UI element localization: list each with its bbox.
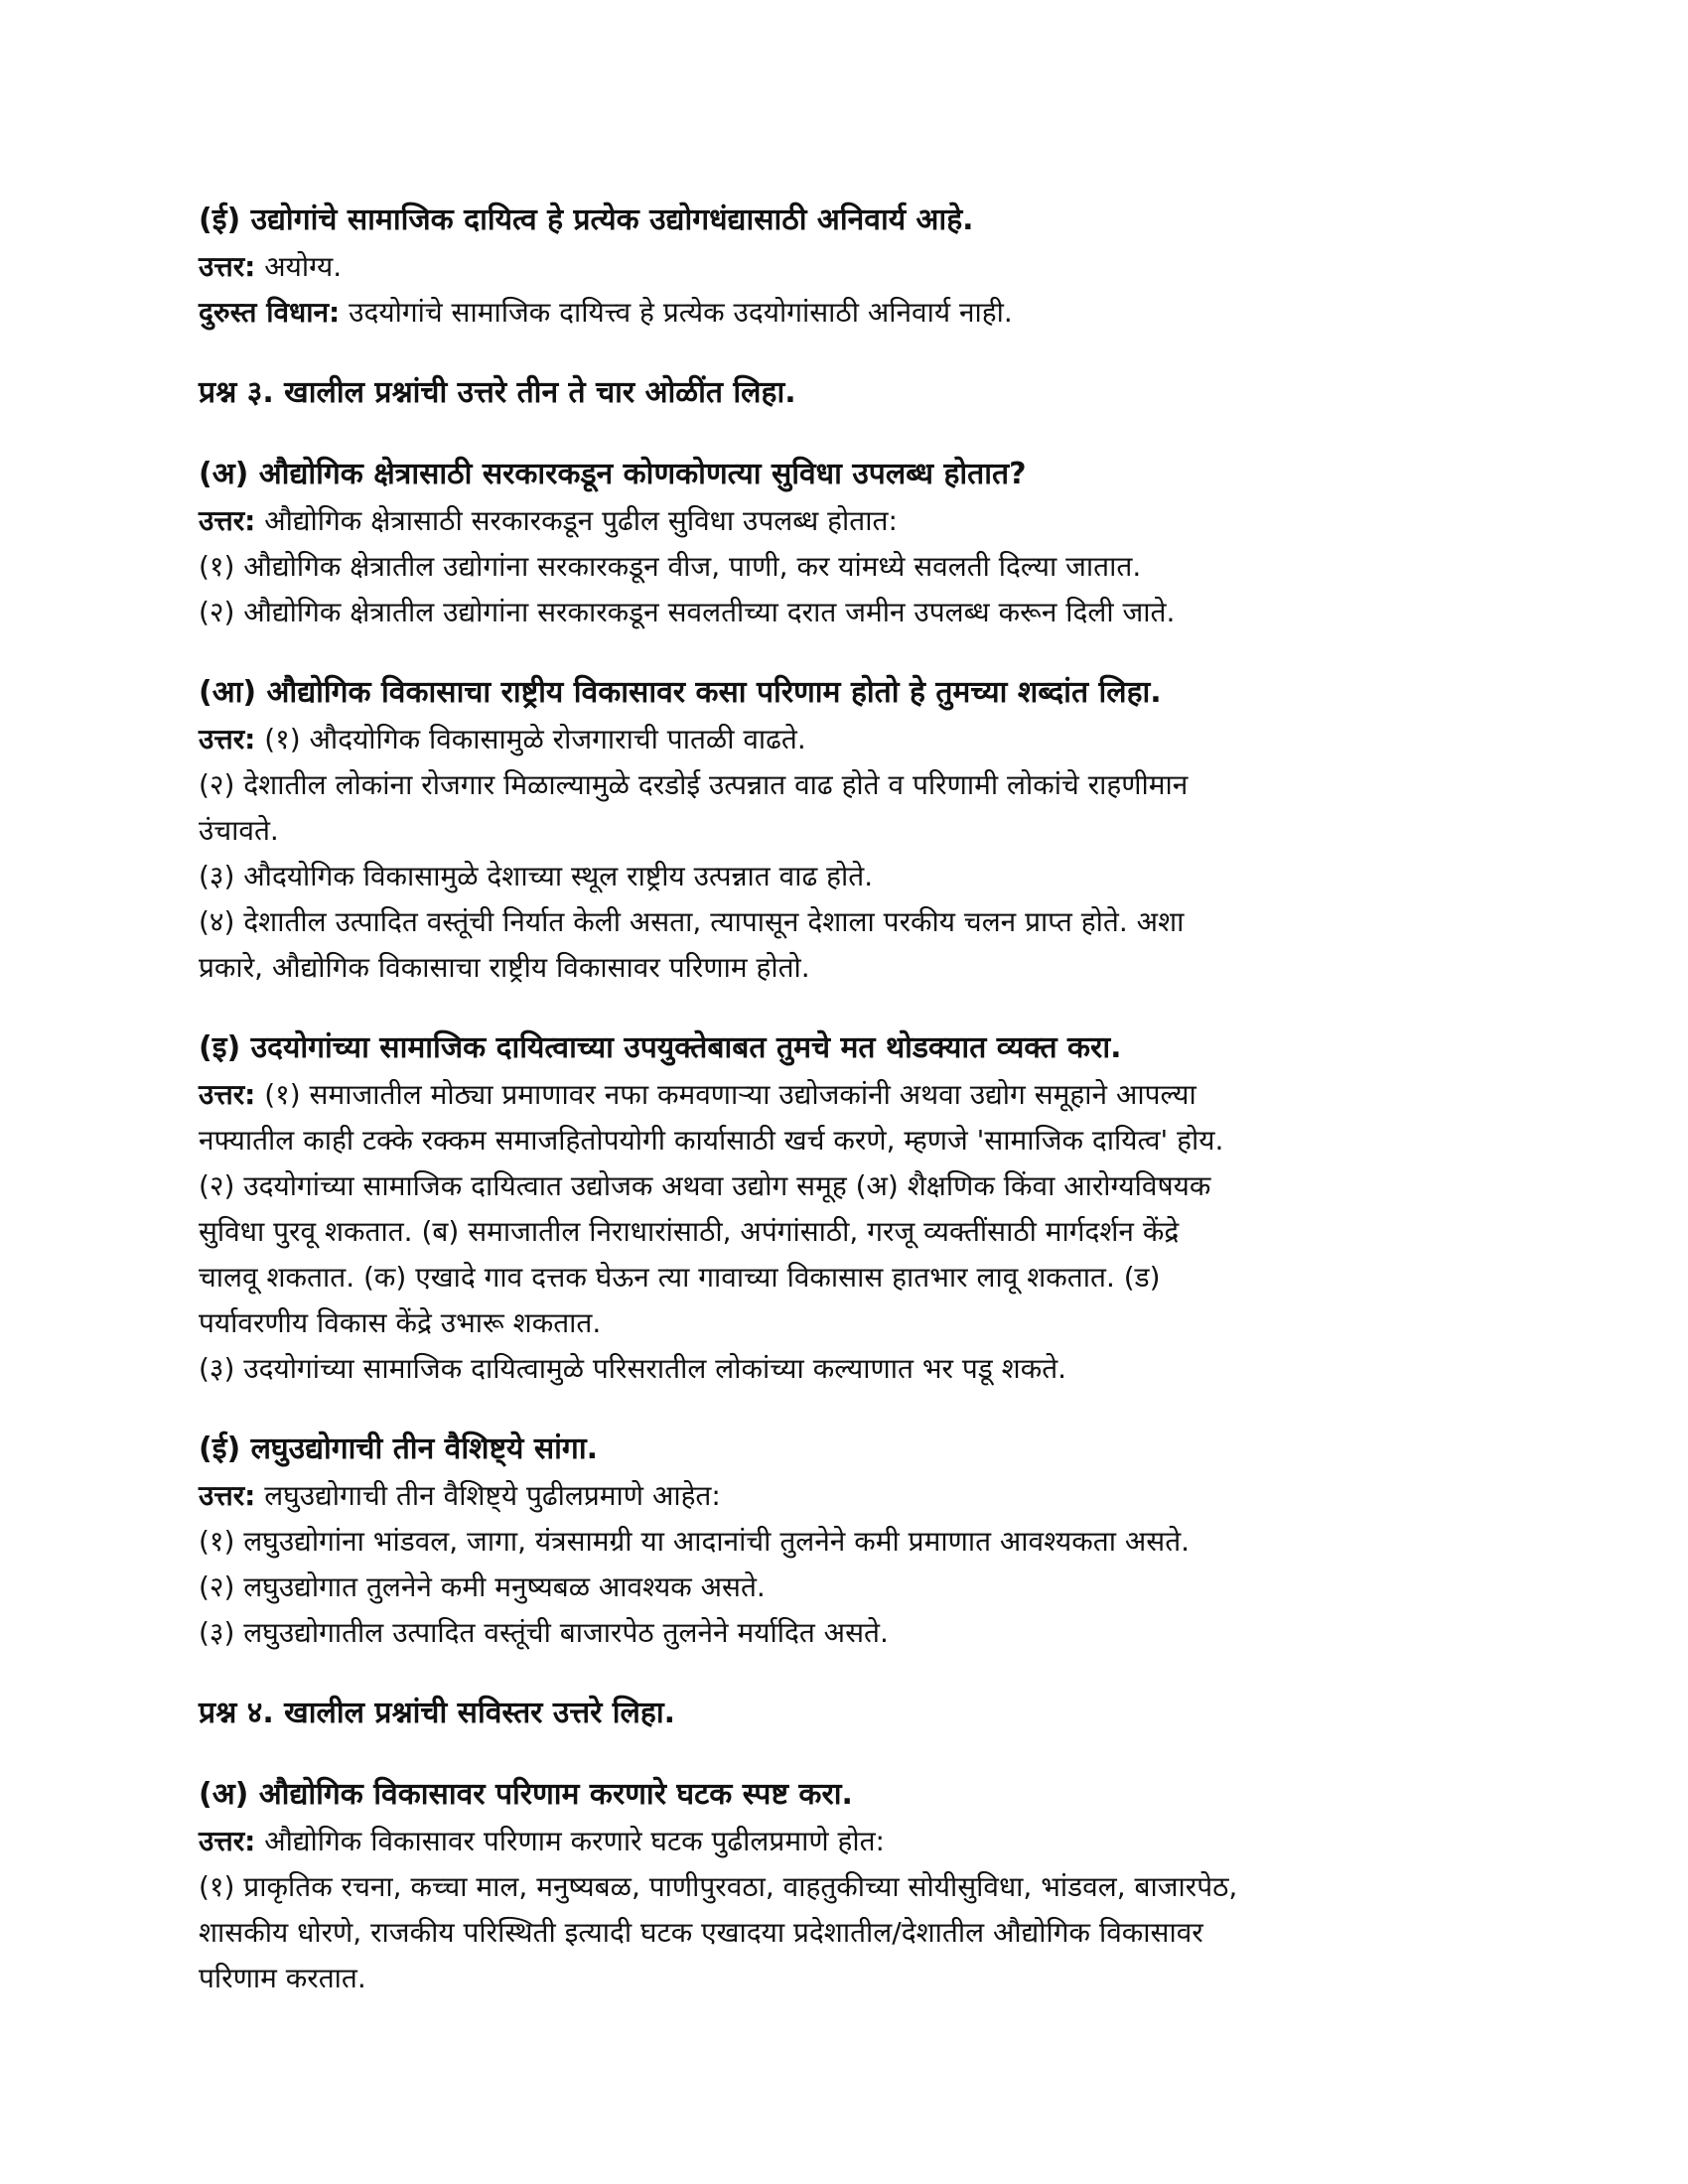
answer-line	[199, 244, 1489, 290]
answer-label: उत्तर:	[199, 723, 256, 755]
answer-point-continued: सुविधा पुरवू शकतात. (ब) समाजातील निराधारांसाठी, अपंगांसाठी, गरजू व्यक्तींसाठी मार्गदर्शन केंद्रे	[199, 1215, 1180, 1248]
answer-point: (३) लघुउद्योगातील उत्पादित वस्तूंची बाजारपेठ तुलनेने मर्यादित असते.	[199, 1616, 889, 1649]
answer-label: उत्तर:	[199, 1479, 256, 1512]
question-text: (ई) लघुउद्योगाची तीन वैशिष्ट्ये सांगा.	[199, 1432, 598, 1466]
answer-point: (४) देशातील उत्पादित वस्तूंची निर्यात केली असता, त्यापासून देशाला परकीय चलन प्राप्त होते. अशा	[199, 905, 1185, 938]
question-block-3c	[199, 1024, 1489, 1392]
answer-text: औद्योगिक विकासावर परिणाम करणारे घटक पुढीलप्रमाणे होत:	[264, 1825, 885, 1857]
corrected-statement-text: उदयोगांचे सामाजिक दायित्त्व हे प्रत्येक उदयोगांसाठी अनिवार्य नाही.	[349, 296, 1013, 329]
answer-point: (१) प्राकृतिक रचना, कच्चा माल, मनुष्यबळ, पाणीपुरवठा, वाहतुकीच्या सोयीसुविधा, भांडवल, बाजारपेठ,	[199, 1870, 1238, 1903]
answer-text: लघुउद्योगाची तीन वैशिष्ट्ये पुढीलप्रमाणे आहेत:	[264, 1479, 721, 1512]
answer-point: (१) औदयोगिक विकासामुळे रोजगाराची पातळी वाढते.	[264, 723, 806, 755]
answer-text: औद्योगिक क्षेत्रासाठी सरकारकडून पुढील सुविधा उपलब्ध होतात:	[264, 504, 898, 537]
answer-line	[199, 1819, 1489, 1864]
answer-point-continued: परिणाम करतात.	[199, 1962, 366, 1994]
answer-point: (१) औद्योगिक क्षेत्रातील उद्योगांना सरकारकडून वीज, पाणी, कर यांमध्ये सवलती दिल्या जातात.	[199, 550, 1142, 583]
answer-line	[199, 1473, 1489, 1519]
answer-point: (२) उदयोगांच्या सामाजिक दायित्वात उद्योजक अथवा उद्योग समूह (अ) शैक्षणिक किंवा आरोग्यविषयक	[199, 1169, 1211, 1202]
answer-point: (२) औद्योगिक क्षेत्रातील उद्योगांना सरकारकडून सवलतीच्या दरात जमीन उपलब्ध करून दिली जाते.	[199, 596, 1176, 628]
corrected-statement-line	[199, 290, 1489, 336]
answer-point: (३) उदयोगांच्या सामाजिक दायित्वामुळे परिसरातील लोकांच्या कल्याणात भर पडू शकते.	[199, 1352, 1067, 1385]
question-text: (अ) औद्योगिक क्षेत्रासाठी सरकारकडून कोणकोणत्या सुविधा उपलब्ध होतात?	[199, 457, 1027, 491]
answer-point: (१) लघुउद्योगांना भांडवल, जागा, यंत्रसामग्री या आदानांची तुलनेने कमी प्रमाणात आवश्यकता असते.	[199, 1525, 1191, 1558]
answer-point-continued: प्रकारे, औद्योगिक विकासाचा राष्ट्रीय विकासावर परिणाम होतो.	[199, 951, 810, 984]
answer-point: (३) औदयोगिक विकासामुळे देशाच्या स्थूल राष्ट्रीय उत्पन्नात वाढ होते.	[199, 860, 874, 892]
answer-line	[199, 717, 1489, 762]
section-3-heading: प्रश्न ३. खालील प्रश्नांची उत्तरे तीन ते चार ओळींत लिहा.	[199, 375, 796, 410]
answer-text: अयोग्य.	[264, 250, 343, 283]
question-text: (आ) औद्योगिक विकासाचा राष्ट्रीय विकासावर कसा परिणाम होतो हे तुमच्या शब्दांत लिहा.	[199, 675, 1162, 710]
answer-label: उत्तर:	[199, 504, 256, 537]
question-text: (ई) उद्योगांचे सामाजिक दायित्व हे प्रत्येक उद्योगधंद्यासाठी अनिवार्य आहे.	[199, 203, 974, 237]
question-block-4a	[199, 1771, 1489, 2001]
question-text: (अ) औद्योगिक विकासावर परिणाम करणारे घटक स्पष्ट करा.	[199, 1777, 853, 1812]
question-block-3b	[199, 669, 1489, 991]
answer-point-continued: नफ्यातील काही टक्के रक्कम समाजहितोपयोगी कार्यासाठी खर्च करणे, म्हणजे 'सामाजिक दायित्व' होय.	[199, 1124, 1224, 1157]
answer-point-continued: पर्यावरणीय विकास केंद्रे उभारू शकतात.	[199, 1306, 602, 1339]
question-text: (इ) उदयोगांच्या सामाजिक दायित्वाच्या उपयुक्तेबाबत तुमचे मत थोडक्यात व्यक्त करा.	[199, 1030, 1122, 1065]
answer-point: (१) समाजातील मोठ्या प्रमाणावर नफा कमवणाऱ्या उद्योजकांनी अथवा उद्योग समूहाने आपल्या	[264, 1078, 1196, 1111]
answer-point-continued: उंचावते.	[199, 814, 279, 847]
answer-point: (२) देशातील लोकांना रोजगार मिळाल्यामुळे दरडोई उत्पन्नात वाढ होते व परिणामी लोकांचे राहणीमान	[199, 768, 1189, 801]
answer-point-continued: शासकीय धोरणे, राजकीय परिस्थिती इत्यादी घटक एखादया प्रदेशातील/देशातील औद्योगिक विकासावर	[199, 1916, 1203, 1949]
answer-label: उत्तर:	[199, 1825, 256, 1857]
section-4-heading: प्रश्न ४. खालील प्रश्नांची सविस्तर उत्तरे लिहा.	[199, 1696, 675, 1730]
question-block-3d	[199, 1426, 1489, 1656]
question-block-e	[199, 197, 1489, 336]
corrected-statement-label: दुरुस्त विधान:	[199, 296, 341, 329]
question-block-3a	[199, 451, 1489, 635]
answer-line	[199, 1072, 1489, 1118]
answer-point: (२) लघुउद्योगात तुलनेने कमी मनुष्यबळ आवश्यक असते.	[199, 1570, 766, 1603]
answer-label: उत्तर:	[199, 1078, 256, 1111]
answer-label: उत्तर:	[199, 250, 256, 283]
answer-point-continued: चालवू शकतात. (क) एखादे गाव दत्तक घेऊन त्या गावाच्या विकासास हातभार लावू शकतात. (ड)	[199, 1261, 1161, 1294]
answer-line	[199, 498, 1489, 544]
